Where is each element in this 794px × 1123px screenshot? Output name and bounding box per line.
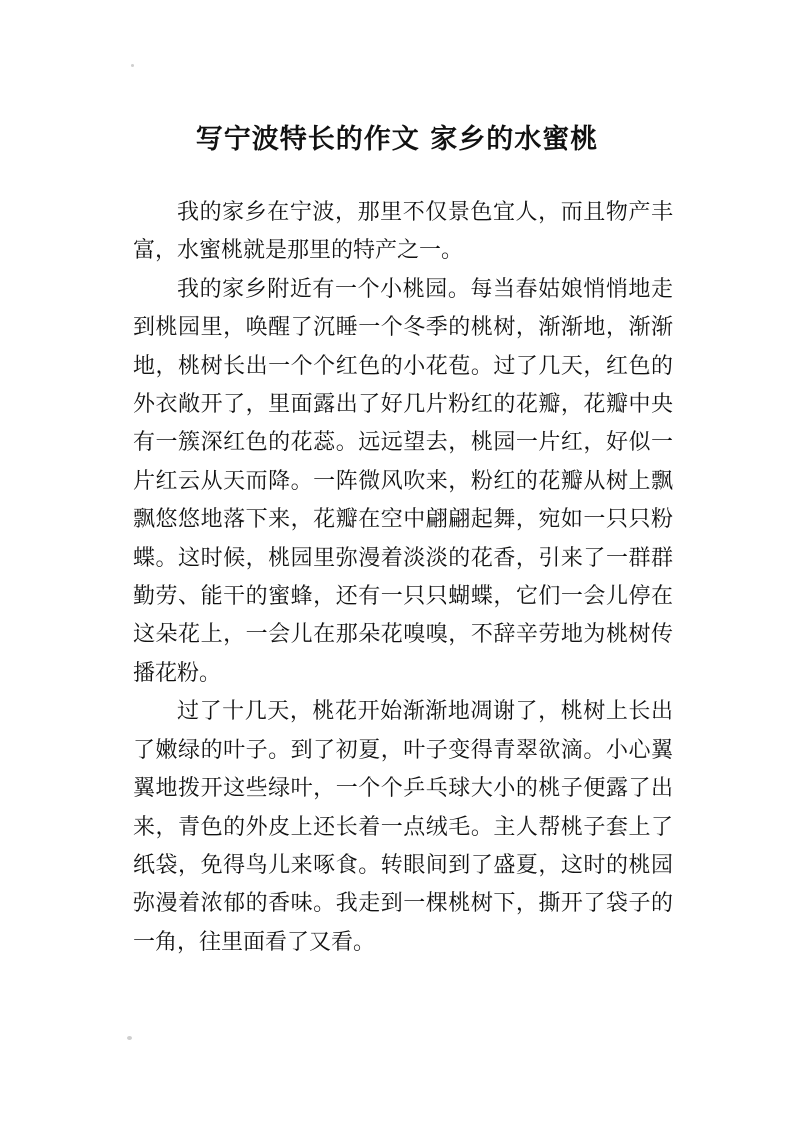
paragraph-intro: 我的家乡在宁波，那里不仅景色宜人，而且物产丰富，水蜜桃就是那里的特产之一。 [133,200,673,264]
document-title: 写宁波特长的作文 家乡的水蜜桃 [195,124,599,156]
scan-speck [127,1036,132,1040]
paragraph-summer-peaches: 过了十几天，桃花开始渐渐地凋谢了，桃树上长出了嫩绿的叶子。到了初夏，叶子变得青翠欲滴。小心翼翼地拨开这些绿叶，一个个乒乓球大小的桃子便露了出来，青色的外皮上还长着一点绒毛。主人帮桃子套上了纸袋，免得鸟儿来啄食。转眼间到了盛夏，这时的桃园弥漫着浓郁的香味。我走到一棵桃树下，撕开了袋子的一角，往里面看了又看。 [133,699,673,955]
document-body [133,194,673,962]
scan-speck [131,64,134,67]
paragraph-spring-blossoms: 我的家乡附近有一个小桃园。每当春姑娘悄悄地走到桃园里，唤醒了沉睡一个冬季的桃树，渐渐地，渐渐地，桃树长出一个个红色的小花苞。过了几天，红色的外衣敞开了，里面露出了好几片粉红的花瓣，花瓣中央有一簇深红色的花蕊。远远望去，桃园一片红，好似一片红云从天而降。一阵微风吹来，粉红的花瓣从树上飘飘悠悠地落下来，花瓣在空中翩翩起舞，宛如一只只粉蝶。这时候，桃园里弥漫着淡淡的花香，引来了一群群勤劳、能干的蜜蜂，还有一只只蝴蝶，它们一会儿停在这朵花上，一会儿在那朵花嗅嗅，不辞辛劳地为桃树传播花粉。 [133,276,673,686]
